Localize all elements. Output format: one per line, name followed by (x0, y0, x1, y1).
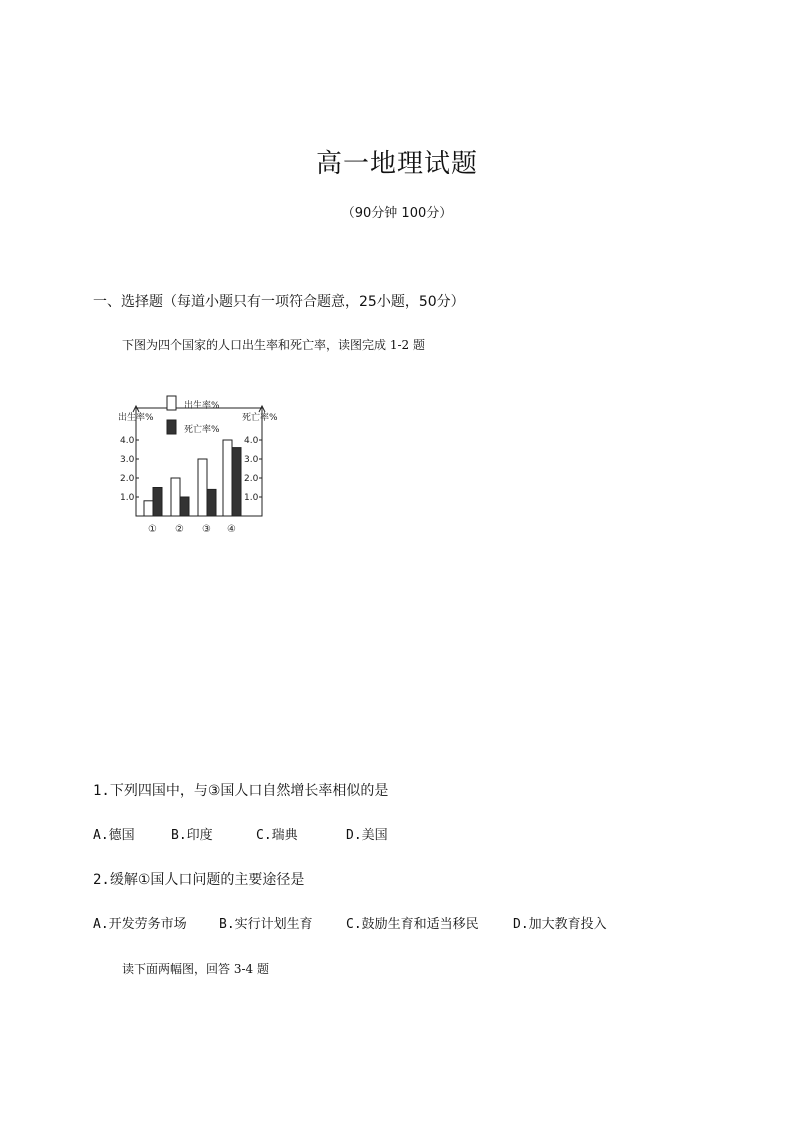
page-title: 高一地理试题 (315, 149, 478, 179)
question-2-number: 2. (93, 872, 110, 888)
question-2-stem: 缓解①国人口问题的主要途径是 (109, 872, 305, 888)
y-tick-label-left: 2.0 (120, 474, 135, 484)
option-text: 鼓励生育和适当移民 (361, 917, 479, 932)
birth-rate-bar (223, 440, 232, 516)
y-axis-left-label: 出生率% (118, 413, 154, 423)
death-rate-bar (153, 488, 162, 517)
category-label: ② (175, 524, 184, 535)
option-text: 德国 (108, 828, 135, 843)
y-tick-label-left: 1.0 (120, 493, 135, 503)
option-text: 加大教育投入 (528, 917, 607, 932)
death-rate-bar (232, 448, 241, 516)
legend-swatch-birth (167, 396, 176, 410)
question-2-option-a[interactable] (93, 913, 187, 932)
y-tick-label-right: 4.0 (244, 436, 259, 446)
section-heading: 一、选择题（每道小题只有一项符合题意，25小题，50分） (93, 294, 465, 310)
option-letter: C. (346, 917, 362, 932)
read-figures-prompt: 读下面两幅图，回答 3-4 题 (122, 962, 269, 976)
legend-swatch-death (167, 420, 176, 434)
question-1-option-a[interactable] (93, 824, 135, 843)
option-letter: A. (93, 828, 109, 843)
option-text: 美国 (361, 828, 388, 843)
birth-rate-bar (144, 501, 153, 516)
option-text: 瑞典 (271, 828, 298, 843)
option-text: 印度 (186, 828, 213, 843)
option-letter: B. (219, 917, 235, 932)
question-2-option-c[interactable] (346, 913, 479, 932)
question-2-option-d[interactable] (513, 913, 607, 932)
option-letter: A. (93, 917, 109, 932)
birth-death-rate-chart (112, 388, 287, 538)
question-1-option-c[interactable] (256, 824, 298, 843)
option-text: 实行计划生育 (234, 917, 313, 932)
exam-duration-score: （90分钟 100分） (341, 206, 453, 221)
option-letter: D. (346, 828, 362, 843)
y-tick-label-left: 4.0 (120, 436, 135, 446)
question-1-option-d[interactable] (346, 824, 388, 843)
option-letter: C. (256, 828, 272, 843)
birth-rate-bar (171, 478, 180, 516)
y-axis-right-label: 死亡率% (242, 413, 278, 423)
y-tick-label-right: 1.0 (244, 493, 259, 503)
category-label: ④ (227, 524, 236, 535)
category-label: ① (148, 524, 157, 535)
y-tick-label-right: 3.0 (244, 455, 259, 465)
question-2 (93, 869, 304, 889)
option-letter: B. (171, 828, 187, 843)
question-1-number: 1. (93, 783, 110, 799)
question-1 (93, 780, 388, 800)
y-tick-label-left: 3.0 (120, 455, 135, 465)
death-rate-bar (180, 497, 189, 516)
option-text: 开发劳务市场 (108, 917, 187, 932)
birth-rate-bar (198, 459, 207, 516)
option-letter: D. (513, 917, 529, 932)
question-1-option-b[interactable] (171, 824, 213, 843)
legend-label-death: 死亡率% (184, 425, 220, 435)
death-rate-bar (207, 489, 216, 516)
legend-label-birth: 出生率% (184, 401, 220, 411)
question-1-stem: 下列四国中，与③国人口自然增长率相似的是 (109, 783, 389, 799)
y-tick-label-right: 2.0 (244, 474, 259, 484)
question-2-option-b[interactable] (219, 913, 313, 932)
category-label: ③ (202, 524, 211, 535)
chart-intro-text: 下图为四个国家的人口出生率和死亡率，读图完成 1-2 题 (122, 338, 425, 352)
